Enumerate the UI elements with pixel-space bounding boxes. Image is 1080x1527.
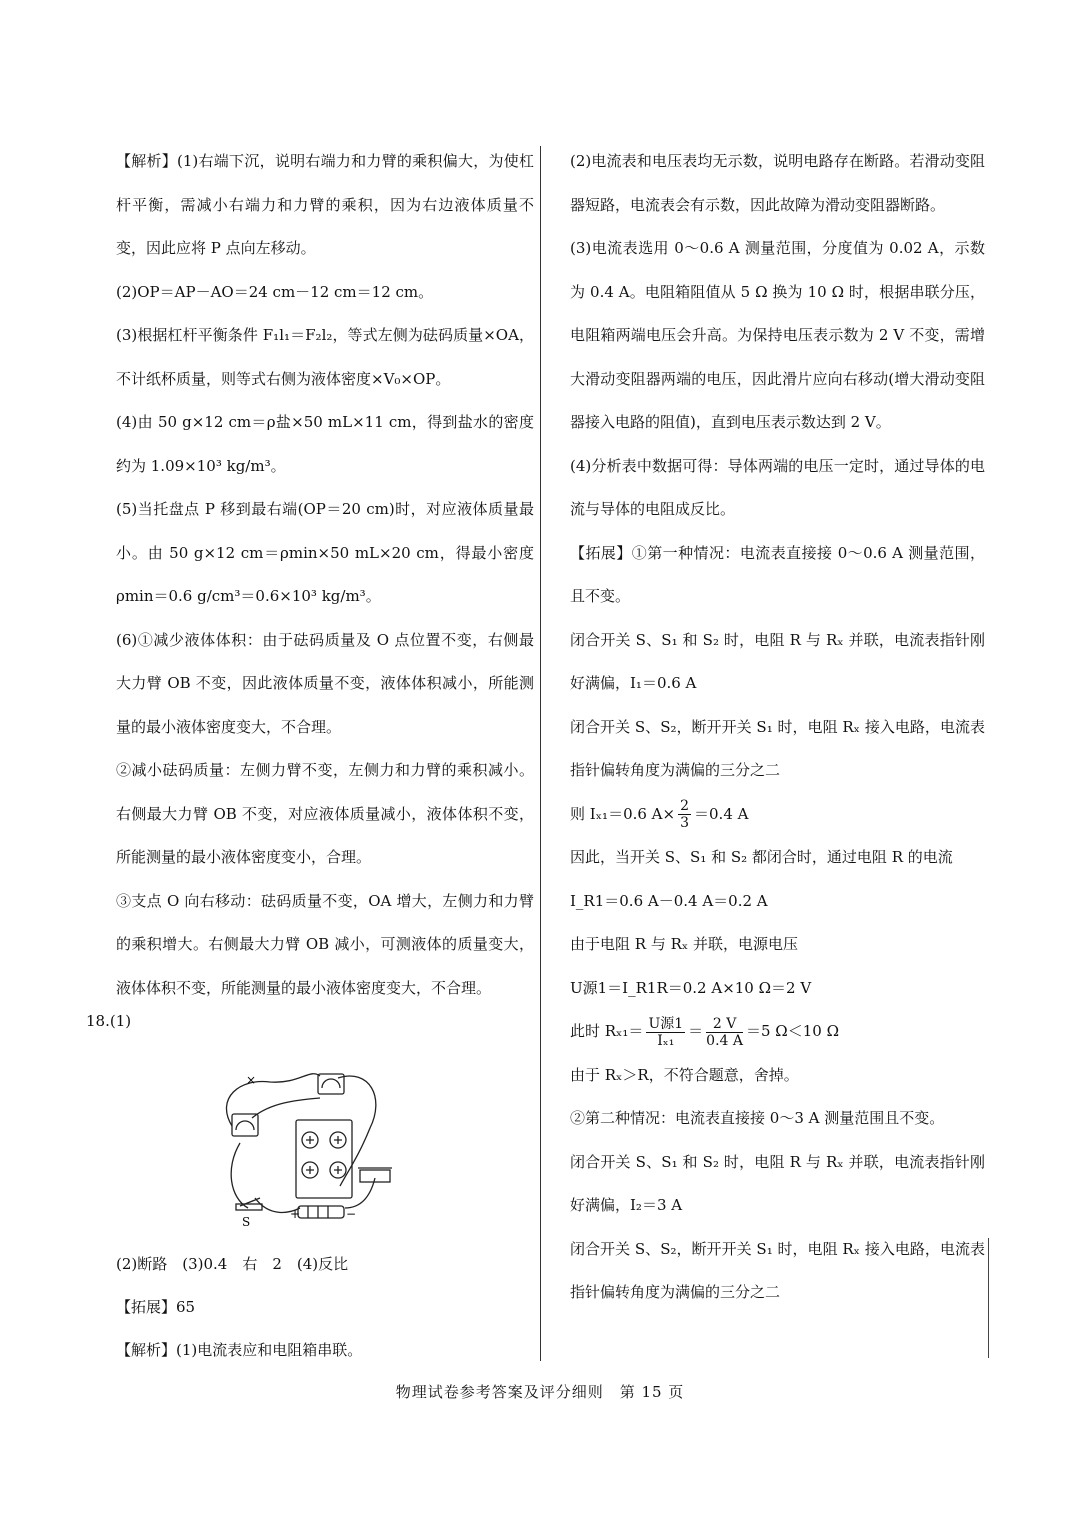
formula-rx1-post: ＝5 Ω＜10 Ω (746, 1022, 840, 1040)
fraction-values (706, 1016, 743, 1049)
fraction-numerator: U源1 (648, 1015, 684, 1032)
right-part-3: (3)电流表选用 0～0.6 A 测量范围，分度值为 0.02 A，示数为 0.4 A。电阻箱阻值从 5 Ω 换为 10 Ω 时，根据串联分压，电阻箱两端电压会升高。为保持电压表示数为 2 V 不变，需增大滑动变阻器两端的电压，因此滑片应向右移动(增大滑动变阻器接入电路的阻值)，直到电压表示数达到 2 V。 (570, 239, 985, 431)
question-18-label: 18.(1) (86, 1012, 132, 1030)
formula-u1: U源1＝I_R1R＝0.2 A×10 Ω＝2 V (570, 978, 812, 997)
analysis-part-6-1: (6)①减少液体体积：由于砝码质量及 O 点位置不变，右侧最大力臂 OB 不变，因此液体质量不变，液体体积减小，所能测量的最小液体密度变大，不合理。 (116, 630, 534, 736)
fraction-numerator: 2 V (706, 1016, 743, 1033)
case-1-rejected: 由于 Rₓ＞R，不符合题意，舍掉。 (570, 1065, 799, 1084)
answers-line: (2)断路 (3)0.4 右 2 (4)反比 (116, 1255, 349, 1273)
analysis-part-5: (5)当托盘点 P 移到最右端(OP＝20 cm)时，对应液体质量最小。由 50 g×12 cm＝ρmin×50 mL×20 cm，得最小密度 ρmin＝0.6 g/cm³＝0.6×10³ kg/m³。 (116, 500, 534, 605)
analysis-part-4: (4)由 50 g×12 cm＝ρ盐×50 mL×11 cm，得到盐水的密度约为 1.09×10³ kg/m³。 (116, 413, 534, 475)
battery-plus-label: + (290, 1207, 301, 1221)
analysis-part-6-3: ③支点 O 向右移动：砝码质量不变，OA 增大，左侧力和力臂的乘积增大。右侧最大力臂 OB 减小，可测液体的质量变大，液体体积不变，所能测量的最小液体密度变大，不合理。 (116, 891, 534, 997)
formula-ix1-pre: 则 Iₓ₁＝0.6 A× (570, 804, 676, 823)
case-1-rx-only: 闭合开关 S、S₂，断开开关 S₁ 时，电阻 Rₓ 接入电路，电流表指针偏转角度为满偏的三分之二 (570, 717, 985, 779)
margin-rule (988, 1238, 989, 1358)
fraction-denominator: 3 (680, 815, 690, 831)
extension-answer: 【拓展】65 (116, 1298, 196, 1316)
switch-label: S (242, 1215, 251, 1228)
formula-rx1 (570, 1010, 985, 1054)
fraction-u-over-i (646, 1016, 685, 1049)
formula-rx1-pre: 此时 Rₓ₁＝ (570, 1022, 644, 1040)
formula-ix1 (570, 793, 985, 837)
extension-analysis: 【解析】(1)电流表应和电阻箱串联。 (116, 1341, 363, 1359)
formula-ir1: I_R1＝0.6 A－0.4 A＝0.2 A (570, 891, 768, 910)
extension-case-1: 【拓展】①第一种情况：电流表直接接 0～0.6 A 测量范围，且不变。 (570, 543, 985, 605)
analysis-part-6-2: ②减小砝码质量：左侧力臂不变，左侧力和力臂的乘积减小。右侧最大力臂 OB 不变，对应液体质量减小，液体体积不变，所能测量的最小液体密度变小，合理。 (116, 761, 534, 866)
cross-mark: × (246, 1073, 257, 1087)
fraction-two-thirds (678, 798, 691, 831)
analysis-part-3: (3)根据杠杆平衡条件 F₁l₁＝F₂l₂，等式左侧为砝码质量×OA，不计纸杯质量，则等式右侧为液体密度×V₀×OP。 (116, 326, 534, 388)
right-column (570, 140, 985, 1315)
fraction-denominator: Iₓ₁ (657, 1032, 675, 1049)
case-2-parallel: 闭合开关 S、S₁ 和 S₂ 时，电阻 R 与 Rₓ 并联，电流表指针刚好满偏，I₂＝3 A (570, 1152, 985, 1214)
case-1-parallel: 闭合开关 S、S₁ 和 S₂ 时，电阻 R 与 Rₓ 并联，电流表指针刚好满偏，I₁＝0.6 A (570, 630, 985, 692)
fraction-numerator: 2 (680, 798, 690, 814)
right-part-4: (4)分析表中数据可得：导体两端的电压一定时，通过导体的电流与导体的电阻成反比。 (570, 456, 985, 518)
circuit-diagram (210, 1058, 392, 1228)
case-2-rx-only: 闭合开关 S、S₂，断开开关 S₁ 时，电阻 Rₓ 接入电路，电流表指针偏转角度为满偏的三分之二 (570, 1239, 985, 1301)
parallel-source-voltage: 由于电阻 R 与 Rₓ 并联，电源电压 (570, 935, 799, 953)
analysis-part-1: 【解析】(1)右端下沉，说明右端力和力臂的乘积偏大，为使杠杆平衡，需减小右端力和力臂的乘积，因为右边液体质量不变，因此应将 P 点向左移动。 (116, 152, 534, 257)
page-footer: 物理试卷参考答案及评分细则 第 15 页 (395, 1383, 685, 1401)
fraction-denominator: 0.4 A (706, 1032, 743, 1049)
right-part-2: (2)电流表和电压表均无示数，说明电路存在断路。若滑动变阻器短路，电流表会有示数，因此故障为滑动变阻器断路。 (570, 152, 985, 214)
left-column (116, 140, 534, 1010)
formula-rx1-eq: ＝ (688, 1022, 704, 1040)
current-through-r: 因此，当开关 S、S₁ 和 S₂ 都闭合时，通过电阻 R 的电流 (570, 848, 953, 866)
battery-minus-label: − (346, 1207, 357, 1221)
extension-case-2: ②第二种情况：电流表直接接 0～3 A 测量范围且不变。 (570, 1109, 945, 1127)
formula-ix1-post: ＝0.4 A (694, 804, 749, 823)
analysis-part-2: (2)OP＝AP－AO＝24 cm－12 cm＝12 cm。 (116, 282, 434, 301)
column-divider (540, 146, 541, 1361)
